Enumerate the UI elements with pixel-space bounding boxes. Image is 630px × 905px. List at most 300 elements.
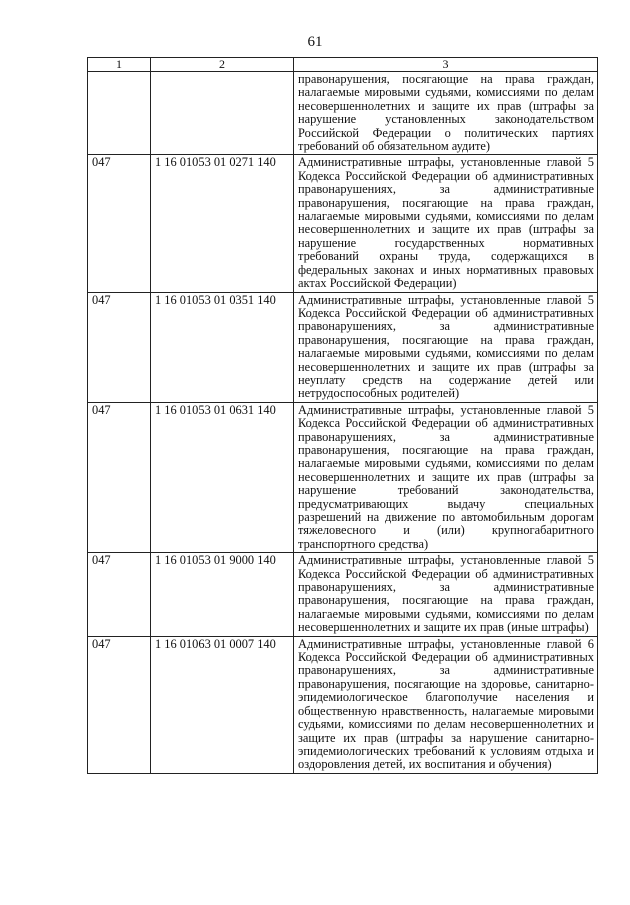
word: судьями, <box>298 717 344 732</box>
table-row <box>88 72 598 155</box>
word: средств <box>362 372 403 387</box>
word: по <box>544 606 558 621</box>
word: защите <box>432 359 470 374</box>
description-cell <box>294 402 598 552</box>
word: мировыми <box>364 606 421 621</box>
word: и <box>417 359 425 374</box>
word: их <box>476 359 490 374</box>
word: за <box>583 222 594 237</box>
word: Российской <box>345 168 407 183</box>
description-line <box>298 524 594 537</box>
word: несовершеннолетних <box>298 98 411 113</box>
word: комиссиями <box>476 456 540 471</box>
word: правонарушениях, <box>298 429 396 444</box>
word: комиссиями <box>476 346 540 361</box>
word: правонарушения, <box>298 332 390 347</box>
word: делам <box>562 606 594 621</box>
word: тяжеловесного <box>298 523 377 538</box>
word: правовых <box>543 262 594 277</box>
word: по <box>544 456 558 471</box>
word: законах <box>373 262 415 277</box>
word: о <box>444 125 451 140</box>
word: судьями, <box>425 346 472 361</box>
word: населения <box>515 690 570 705</box>
description-line <box>298 113 594 126</box>
word: Российской <box>345 416 407 431</box>
description-line <box>298 320 594 333</box>
admin-code-cell: 047 <box>88 155 151 292</box>
word: административных <box>492 650 594 665</box>
word: на <box>480 72 493 86</box>
word: Российской <box>298 125 360 140</box>
word: Административные <box>298 553 402 568</box>
word: на <box>480 593 493 608</box>
description-line <box>298 581 594 594</box>
word: в <box>588 249 594 264</box>
word: мировыми <box>364 346 421 361</box>
word: прав <box>497 98 522 113</box>
word: их <box>476 469 490 484</box>
description-line <box>298 608 594 621</box>
word: административных <box>492 305 594 320</box>
word: правонарушениях, <box>298 182 396 197</box>
word: (штрафы <box>528 359 577 374</box>
word: эпидемиологических <box>298 743 410 758</box>
word: движение <box>385 510 437 524</box>
budget-code-cell: 1 16 01063 01 0007 140 <box>151 636 294 773</box>
word: разрешений <box>298 510 362 524</box>
description-line <box>298 156 594 169</box>
word: штрафы, <box>408 636 455 651</box>
word: права <box>505 332 535 347</box>
word: федеральных <box>298 262 368 277</box>
word: налагаемые <box>298 85 360 100</box>
description-line <box>298 361 594 374</box>
word: иных <box>432 262 461 277</box>
description-line <box>298 404 594 417</box>
word: делам <box>562 346 594 361</box>
word: судьями, <box>425 606 472 621</box>
word: административные <box>493 429 594 444</box>
description-line <box>298 223 594 236</box>
word: делам <box>562 456 594 471</box>
word: судьями, <box>425 85 472 100</box>
description-line <box>298 374 594 387</box>
word: государственных <box>394 235 485 250</box>
word: мировыми <box>364 209 421 224</box>
word: дорогам <box>550 510 594 524</box>
description-line <box>298 638 594 651</box>
word: за <box>583 359 594 374</box>
description-line <box>298 745 594 758</box>
word: за <box>439 429 450 444</box>
word: автомобильным <box>460 510 545 524</box>
word: налагаемые <box>298 606 360 621</box>
word: об <box>475 650 488 665</box>
word: штрафы, <box>408 292 455 307</box>
description-line <box>298 250 594 263</box>
word: за <box>583 469 594 484</box>
word: нарушение <box>298 112 357 127</box>
word: прав <box>363 730 389 745</box>
word: штрафы, <box>408 155 455 170</box>
word: Административные <box>298 292 402 307</box>
word: отдыха <box>545 743 583 758</box>
word: и <box>417 469 425 484</box>
admin-code-cell: 047 <box>88 402 151 552</box>
column-header-2: 2 <box>151 58 294 72</box>
description-line <box>298 511 594 524</box>
word: Кодекса <box>298 650 341 665</box>
word: граждан, <box>547 442 594 457</box>
description-cell <box>294 292 598 402</box>
word: содержащихся <box>491 249 568 264</box>
word: Федерации <box>411 305 471 320</box>
admin-code-cell: 047 <box>88 553 151 636</box>
description-line <box>298 73 594 86</box>
word: несовершеннолетних <box>298 222 411 237</box>
word: за <box>439 319 450 334</box>
description-cell <box>294 553 598 636</box>
admin-code-cell: 047 <box>88 636 151 773</box>
word: граждан, <box>547 332 594 347</box>
word: судьями, <box>425 209 472 224</box>
word: главой <box>546 292 582 307</box>
word: труда, <box>438 249 471 264</box>
word: граждан, <box>547 195 594 210</box>
word: Административные <box>298 402 402 417</box>
word: защите <box>432 222 470 237</box>
word: комиссиями <box>348 717 413 732</box>
description-line <box>298 457 594 470</box>
word: партиях <box>551 125 594 140</box>
description-cell <box>294 636 598 773</box>
description-cell <box>294 155 598 292</box>
word: на <box>419 372 432 387</box>
word: несовершеннолетних <box>298 469 411 484</box>
word: Кодекса <box>298 305 341 320</box>
word: защите <box>432 98 470 113</box>
word: граждан, <box>547 593 594 608</box>
description-line <box>298 594 594 607</box>
word: на <box>367 510 380 524</box>
word: защите <box>432 469 470 484</box>
word: комиссиями <box>476 85 540 100</box>
word: нарушение <box>298 235 357 250</box>
word: мировыми <box>364 456 421 471</box>
word: установленные <box>460 402 541 417</box>
description-line <box>298 718 594 731</box>
word: Административные <box>298 636 402 651</box>
word: (штрафы <box>528 469 577 484</box>
description-line: требований об обязательном аудите) <box>298 139 491 154</box>
description-line <box>298 170 594 183</box>
word: прав <box>497 469 522 484</box>
word: по <box>544 346 558 361</box>
description-line <box>298 264 594 277</box>
word: прав <box>497 359 522 374</box>
word: за <box>451 730 462 745</box>
word: на <box>480 332 493 347</box>
description-line <box>298 210 594 223</box>
word: здоровье, <box>481 676 531 691</box>
column-header-1: 1 <box>88 58 151 72</box>
description-line <box>298 237 594 250</box>
description-line <box>298 197 594 210</box>
table-row <box>88 402 598 552</box>
budget-code-cell: 1 16 01053 01 0271 140 <box>151 155 294 292</box>
word: посягающие <box>402 332 469 347</box>
word: по <box>416 717 430 732</box>
word: комиссиями <box>476 606 540 621</box>
word: права <box>505 195 535 210</box>
word: нормативных <box>523 235 594 250</box>
word: специальных <box>524 496 594 511</box>
description-line: транспортного средства) <box>298 536 429 551</box>
word: несовершеннолетних <box>298 359 411 374</box>
word: несовершеннолетних <box>470 717 583 732</box>
word: на <box>480 195 493 210</box>
word: налагаемые <box>472 703 534 718</box>
word: Федерации <box>372 125 432 140</box>
description-line <box>298 294 594 307</box>
word: их <box>476 98 490 113</box>
word: правонарушениях, <box>298 319 396 334</box>
description-line <box>298 691 594 704</box>
word: посягающие <box>402 195 469 210</box>
word: штрафы, <box>408 553 455 568</box>
word: мировыми <box>538 703 594 718</box>
description-line <box>298 444 594 457</box>
word: налагаемые <box>298 456 360 471</box>
table-row <box>88 553 598 636</box>
word: неуплату <box>298 372 346 387</box>
word: об <box>475 566 488 581</box>
word: Федерации <box>411 650 471 665</box>
word: главой <box>546 636 582 651</box>
word: правонарушения, <box>298 195 390 210</box>
word: за <box>583 98 594 113</box>
word: и <box>587 717 594 732</box>
word: Российской <box>345 566 407 581</box>
word: административные <box>493 663 594 678</box>
word: требований <box>414 743 475 758</box>
word: их <box>476 222 490 237</box>
word: законодательством <box>494 112 594 127</box>
table-row <box>88 155 598 292</box>
word: Федерации <box>411 416 471 431</box>
word: за <box>439 663 450 678</box>
description-cell <box>294 72 598 155</box>
word: за <box>439 182 450 197</box>
word: установленные <box>460 292 541 307</box>
description-line <box>298 651 594 664</box>
word: общественную <box>298 703 377 718</box>
word: установленные <box>460 155 541 170</box>
word: требований <box>298 249 359 264</box>
word: и <box>587 690 594 705</box>
word: 5 <box>587 402 594 417</box>
word: (штрафы <box>395 730 444 745</box>
table-row <box>88 636 598 773</box>
word: нарушение <box>469 730 528 745</box>
word: об <box>475 416 488 431</box>
word: по <box>442 510 456 524</box>
word: установленные <box>460 636 541 651</box>
word: Федерации <box>411 168 471 183</box>
word: судьями, <box>425 456 472 471</box>
word: об <box>475 305 488 320</box>
word: и <box>587 743 594 758</box>
table-row <box>88 292 598 402</box>
word: делам <box>434 717 466 732</box>
word: об <box>475 168 488 183</box>
word: по <box>544 85 558 100</box>
word: или <box>574 372 594 387</box>
admin-code-cell <box>88 72 151 155</box>
word: содержание <box>448 372 512 387</box>
word: главой <box>546 553 582 568</box>
word: и <box>417 222 425 237</box>
word: эпидемиологическое <box>298 690 408 705</box>
description-line <box>298 307 594 320</box>
word: прав <box>497 222 522 237</box>
word: главой <box>546 155 582 170</box>
description-line <box>298 568 594 581</box>
word: Федерации <box>411 566 471 581</box>
word: требований <box>397 483 459 498</box>
word: предусматривающих <box>298 496 409 511</box>
word: права <box>505 442 535 457</box>
budget-code-cell: 1 16 01053 01 0631 140 <box>151 402 294 552</box>
word: политических <box>464 125 539 140</box>
word: административные <box>493 319 594 334</box>
word: 6 <box>587 636 594 651</box>
description-line <box>298 86 594 99</box>
word: комиссиями <box>476 209 540 224</box>
word: нарушение <box>298 483 357 498</box>
description-line: актах Российской Федерации) <box>298 276 457 291</box>
word: Кодекса <box>298 566 341 581</box>
description-line <box>298 664 594 677</box>
word: посягающие <box>394 676 461 691</box>
word: делам <box>562 209 594 224</box>
word: нравственность, <box>381 703 468 718</box>
word: права <box>505 72 535 86</box>
word: благополучие <box>425 690 498 705</box>
word: административных <box>492 168 594 183</box>
word: Кодекса <box>298 168 341 183</box>
description-line <box>298 705 594 718</box>
word: и <box>417 98 425 113</box>
word: их <box>343 730 357 745</box>
word: 5 <box>587 155 594 170</box>
word: законодательства, <box>500 483 594 498</box>
word: главой <box>546 402 582 417</box>
word: мировыми <box>364 85 421 100</box>
word: 5 <box>587 292 594 307</box>
column-header-3: 3 <box>294 58 598 72</box>
budget-code-cell: 1 16 01053 01 0351 140 <box>151 292 294 402</box>
description-line <box>298 678 594 691</box>
description-line: несовершеннолетних и защите их прав (иные штрафы) <box>298 620 589 635</box>
description-line <box>298 183 594 196</box>
word: (штрафы <box>528 98 577 113</box>
description-line: оздоровления детей, их воспитания и обучения) <box>298 757 552 772</box>
page-number: 61 <box>307 34 323 50</box>
description-line <box>298 554 594 567</box>
word: административных <box>492 416 594 431</box>
word: за <box>439 580 450 595</box>
description-line <box>298 484 594 497</box>
word: санитарно- <box>535 730 594 745</box>
word: на <box>464 676 477 691</box>
word: на <box>480 442 493 457</box>
word: правонарушения, <box>298 676 390 691</box>
description-line <box>298 471 594 484</box>
description-line <box>298 100 594 113</box>
word: крупногабаритного <box>491 523 594 538</box>
word: посягающие <box>402 593 469 608</box>
word: детей <box>528 372 558 387</box>
word: права <box>505 593 535 608</box>
description-line <box>298 431 594 444</box>
word: административных <box>492 566 594 581</box>
word: граждан, <box>547 72 594 86</box>
word: делам <box>562 85 594 100</box>
word: установленные <box>460 553 541 568</box>
word: правонарушения, <box>298 593 390 608</box>
word: налагаемые <box>298 209 360 224</box>
word: условиям <box>490 743 541 758</box>
word: по <box>544 209 558 224</box>
description-line: нетрудоспособных родителей) <box>298 386 460 401</box>
word: санитарно- <box>535 676 594 691</box>
word: и <box>403 523 410 538</box>
word: нормативных <box>466 262 538 277</box>
word: охраны <box>379 249 419 264</box>
word: (или) <box>437 523 465 538</box>
admin-code-cell: 047 <box>88 292 151 402</box>
word: (штрафы <box>528 222 577 237</box>
word: защите <box>298 730 336 745</box>
word: штрафы, <box>408 402 455 417</box>
word: Российской <box>345 305 407 320</box>
word: правонарушения, <box>298 72 390 86</box>
description-line <box>298 732 594 745</box>
description-line <box>298 127 594 140</box>
word: правонарушениях, <box>298 580 396 595</box>
word: административные <box>493 182 594 197</box>
budget-code-cell: 1 16 01053 01 9000 140 <box>151 553 294 636</box>
description-line <box>298 334 594 347</box>
word: правонарушениях, <box>298 663 396 678</box>
word: к <box>479 743 486 758</box>
word: установленных <box>385 112 466 127</box>
budget-code-cell <box>151 72 294 155</box>
word: и <box>420 262 427 277</box>
word: 5 <box>587 553 594 568</box>
word: Кодекса <box>298 416 341 431</box>
description-line <box>298 498 594 511</box>
word: Административные <box>298 155 402 170</box>
description-line <box>298 347 594 360</box>
revenue-codes-table <box>87 57 598 774</box>
word: посягающие <box>402 442 469 457</box>
word: выдачу <box>447 496 486 511</box>
word: правонарушения, <box>298 442 390 457</box>
word: налагаемые <box>298 346 360 361</box>
